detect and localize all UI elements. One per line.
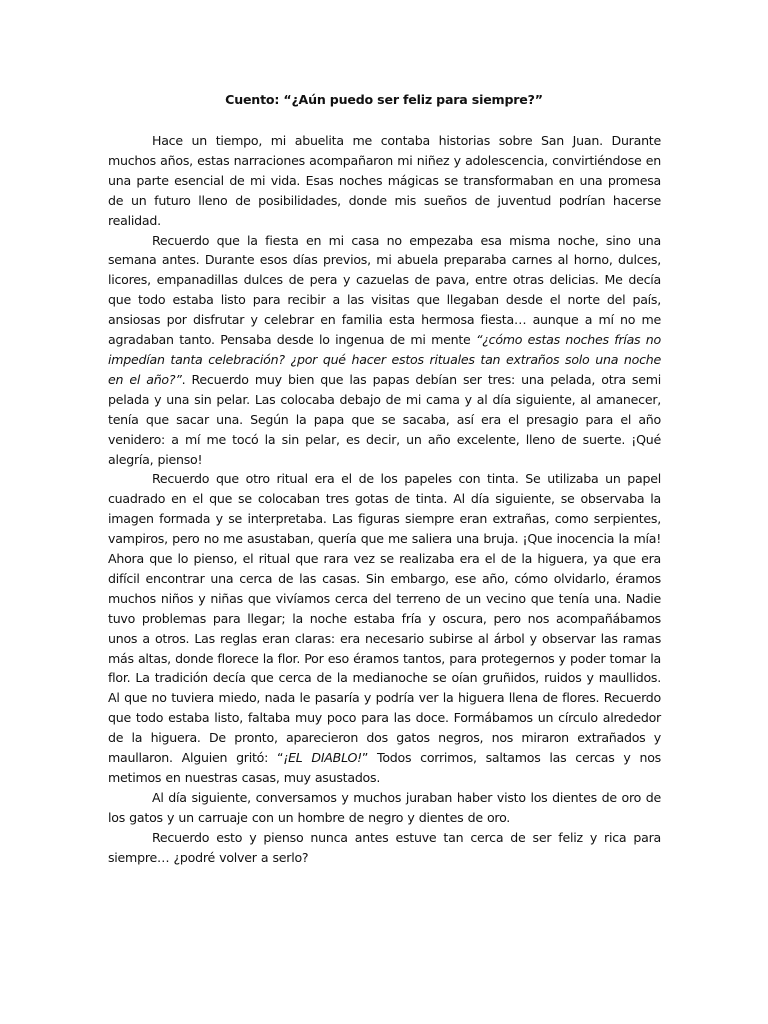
paragraph-1 [108,131,661,231]
paragraph-text: . Recuerdo muy bien que las papas debían ser tres: una pelada, otra semi pelada y una sin pelar. Las colocaba debajo de mi cama y al día siguiente, al amanecer, tenía que sacar una. Según la papa que se sacaba, así era el presagio para el año venidero: a mí me tocó la sin pelar, es decir, un año excelente, lleno de suerte. ¡Qué alegría, pienso! [108,371,661,467]
paragraph-3 [108,469,661,788]
document-body [108,131,661,868]
paragraph-text: ” Todos corrimos, saltamos las cercas y nos metimos en nuestras casas, muy asustados. [108,750,661,785]
italic-exclamation: ¡EL DIABLO! [283,750,362,766]
paragraph-text: Hace un tiempo, mi abuelita me contaba historias sobre San Juan. Durante muchos años, estas narraciones acompañaron mi niñez y adolescencia, convirtiéndose en una parte esencial de mi vida. Esas noches mágicas se transformaban en una promesa de un futuro lleno de posibilidades, donde mis sueños de juventud podrían hacerse realidad. [108,133,661,228]
document-title: Cuento: “¿Aún puedo ser feliz para siempre?” [225,92,543,107]
paragraph-2 [108,231,661,470]
paragraph-text: Recuerdo esto y pienso nunca antes estuve tan cerca de ser feliz y rica para siempre… ¿podré volver a serlo? [108,829,661,865]
paragraph-text: Recuerdo que otro ritual era el de los papeles con tinta. Se utilizaba un papel cuadrado en el que se colocaban tres gotas de tinta. Al día siguiente, se observaba la imagen formada y se interpretaba. Las figuras siempre eran extrañas, como serpientes, vampiros, pero no me asustaban, quería que me saliera una bruja. ¡Que inocencia la mía! Ahora que lo pienso, el ritual que rara vez se realizaba era el de la higuera, ya que era difícil encontrar una cerca de las casas. Sin embargo, ese año, cómo olvidarlo, éramos muchos niños y niñas que vivíamos cerca del terreno de un vecino que tenía una. Nadie tuvo problemas para llegar; la noche estaba fría y oscura, pero nos acompañábamos unos a otros. Las reglas eran claras: era necesario subirse al árbol y observar las ramas más altas, donde florece la flor. Por eso éramos tantos, para protegernos y poder tomar la flor. La tradición decía que cerca de la medianoche se oían gruñidos, ruidos y maullidos. Al que no tuviera miedo, nada le pasaría y podría ver la higuera llena de flores. Recuerdo que todo estaba listo, faltaba muy poco para las doce. Formábamos un círculo alrededor de la higuera. De pronto, aparecieron dos gatos negros, nos miraron extrañados y maullaron. Alguien gritó: “ [108,471,661,766]
paragraph-text: Al día siguiente, conversamos y muchos juraban haber visto los dientes de oro de los gatos y un carruaje con un hombre de negro y dientes de oro. [108,789,661,825]
paragraph-text: Recuerdo que la fiesta en mi casa no empezaba esa misma noche, sino una semana antes. Durante esos días previos, mi abuela preparaba carnes al horno, dulces, licores, empanadillas dulces de pera y cazuelas de pava, entre otras delicias. Me decía que todo estaba listo para recibir a las visitas que llegaban desde el norte del país, ansiosas por disfrutar y celebrar en familia esta hermosa fiesta… aunque a mí no me agradaban tanto. Pensaba desde lo ingenua de mi mente [108,232,661,348]
italic-quote: “¿cómo estas noches frías no impedían tanta celebración? ¿por qué hacer estos rituales tan extraños solo una noche en el año?” [108,332,661,387]
paragraph-4 [108,788,661,828]
paragraph-5 [108,828,661,868]
